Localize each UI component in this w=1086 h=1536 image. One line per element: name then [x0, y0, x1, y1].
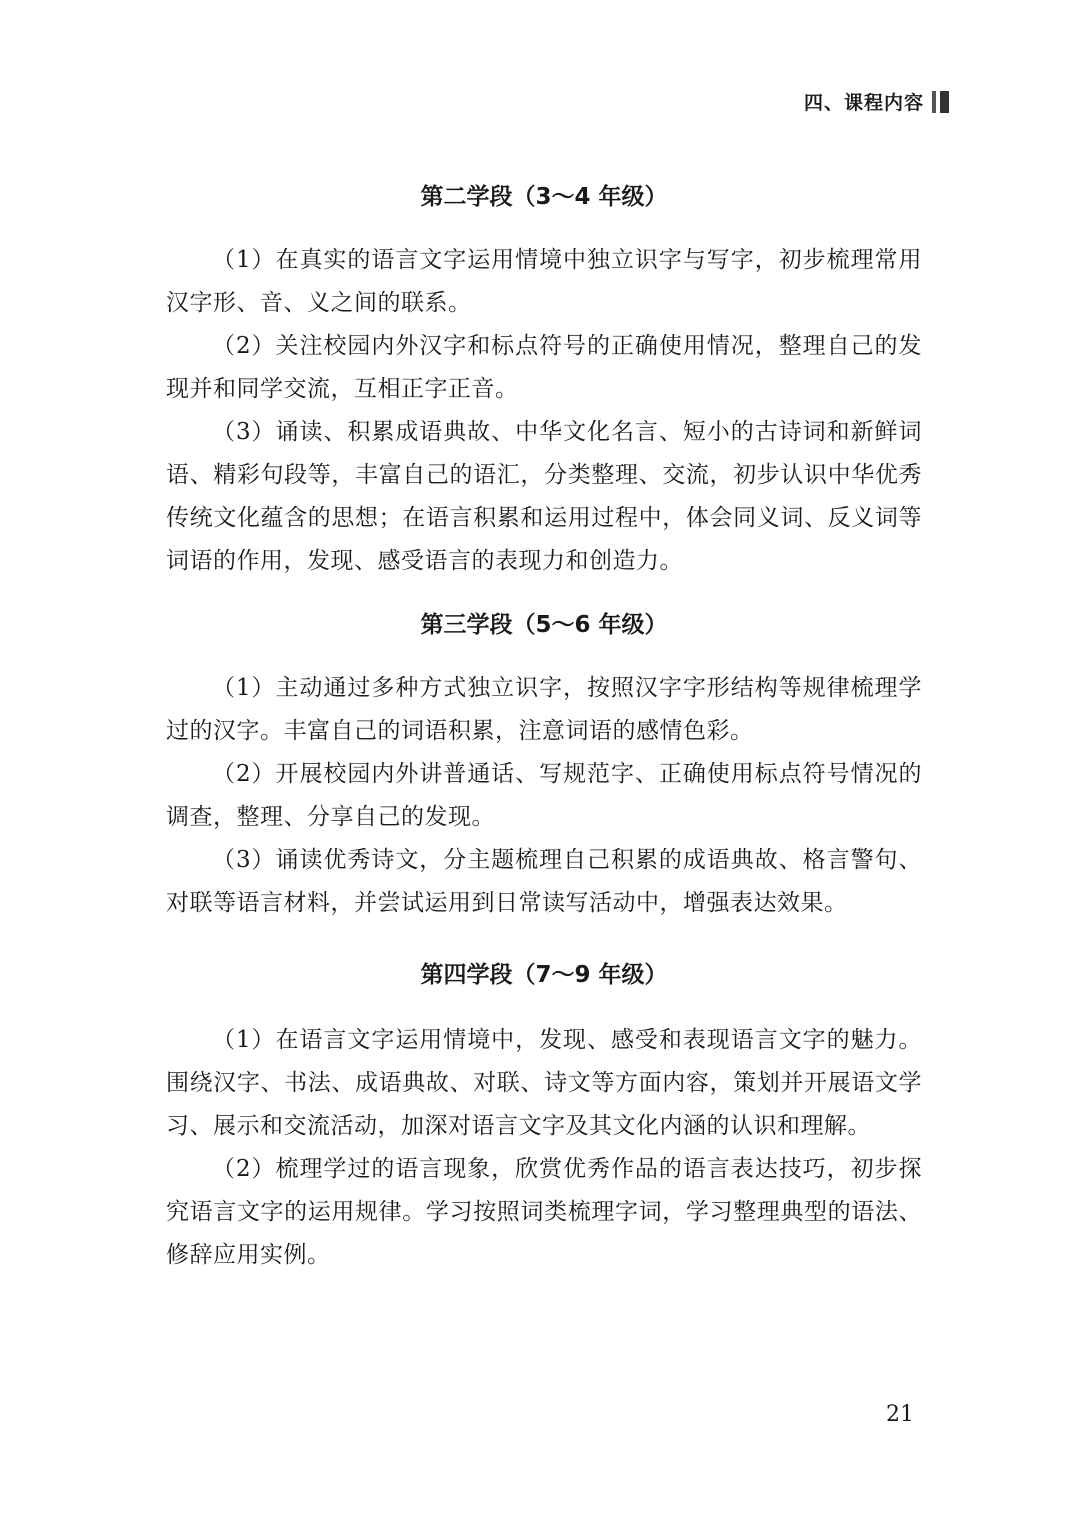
paragraph: （1）主动通过多种方式独立识字，按照汉字字形结构等规律梳理学过的汉字。丰富自己的词语积累，注意词语的感情色彩。 — [166, 675, 922, 744]
paragraph: （2）梳理学过的语言现象，欣赏优秀作品的语言表达技巧，初步探究语言文字的运用规律。学习按照词类梳理字词，学习整理典型的语法、修辞应用实例。 — [166, 1156, 922, 1268]
running-head — [804, 88, 949, 115]
header-marks-icon — [932, 91, 949, 113]
paragraph: （2）关注校园内外汉字和标点符号的正确使用情况，整理自己的发现并和同学交流，互相正字正音。 — [166, 333, 922, 402]
running-title: 四、课程内容 — [803, 92, 924, 114]
page-number: 21 — [886, 1402, 914, 1427]
section-stage-4 — [166, 953, 922, 1277]
paragraph: （3）诵读优秀诗文，分主题梳理自己积累的成语典故、格言警句、对联等语言材料，并尝试运用到日常读写活动中，增强表达效果。 — [166, 847, 922, 916]
paragraph: （1）在语言文字运用情境中，发现、感受和表现语言文字的魅力。围绕汉字、书法、成语典故、对联、诗文等方面内容，策划并开展语文学习、展示和交流活动，加深对语言文字及其文化内涵的认识和理解。 — [166, 1027, 922, 1139]
section-stage-3 — [166, 603, 922, 925]
header-mark-thin — [932, 91, 936, 113]
section-stage-2 — [166, 175, 922, 583]
section-heading: 第三学段（5～6 年级） — [420, 612, 668, 638]
paragraph: （1）在真实的语言文字运用情境中独立识字与写字，初步梳理常用汉字形、音、义之间的联系。 — [166, 247, 922, 316]
header-mark-thick — [940, 91, 949, 113]
section-heading: 第四学段（7～9 年级） — [420, 962, 668, 988]
page-content — [166, 175, 922, 1277]
paragraph: （3）诵读、积累成语典故、中华文化名言、短小的古诗词和新鲜词语、精彩句段等，丰富自己的语汇，分类整理、交流，初步认识中华优秀传统文化蕴含的思想；在语言积累和运用过程中，体会同义词、反义词等词语的作用，发现、感受语言的表现力和创造力。 — [166, 419, 922, 574]
section-heading: 第二学段（3～4 年级） — [420, 184, 668, 210]
paragraph: （2）开展校园内外讲普通话、写规范字、正确使用标点符号情况的调查，整理、分享自己的发现。 — [166, 761, 922, 830]
